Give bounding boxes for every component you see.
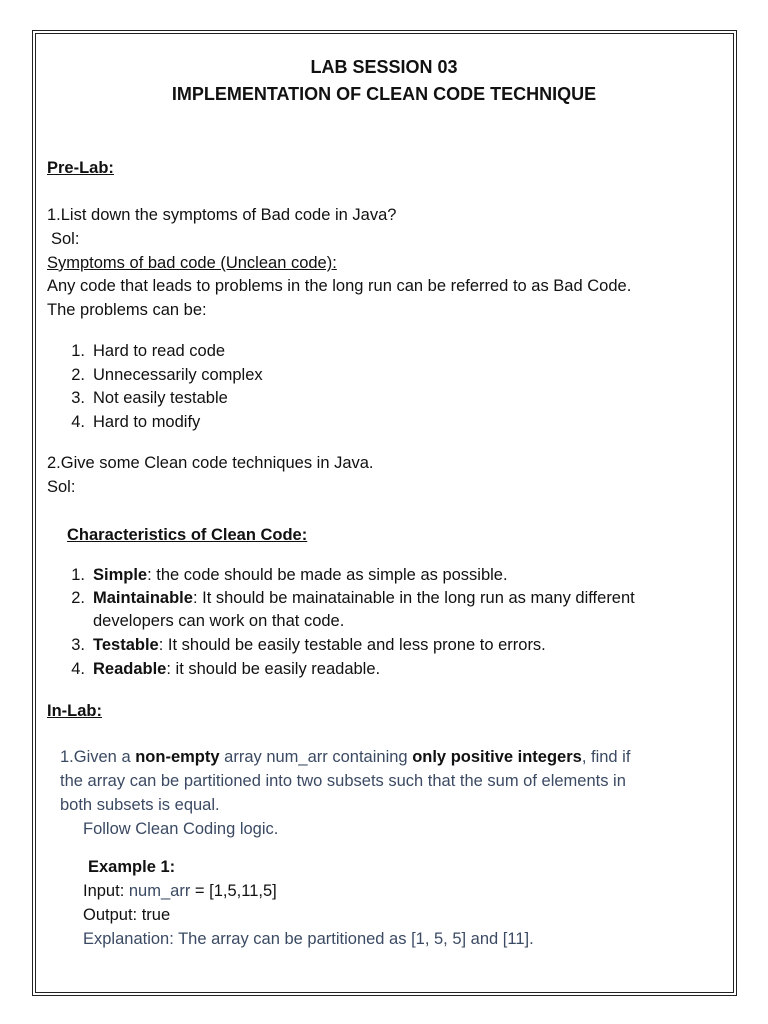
inlab-instruction: Follow Clean Coding logic. xyxy=(83,820,279,838)
symptoms-heading: Symptoms of bad code (Unclean code): xyxy=(47,254,337,272)
list-item: 4. Readable: it should be easily readable. xyxy=(71,660,381,678)
inlab-problem-line2: the array can be partitioned into two subsets such that the sum of elements in xyxy=(60,772,626,790)
solution-1-label: Sol: xyxy=(51,230,80,248)
list-item: 2. Unnecessarily complex xyxy=(71,366,263,384)
solution-2-label: Sol: xyxy=(47,478,76,496)
list-item: 2. Maintainable: It should be mainatainable in the long run as many different xyxy=(71,589,635,607)
page-title-line1: LAB SESSION 03 xyxy=(310,57,458,77)
list-item: 1. Hard to read code xyxy=(71,342,226,360)
example-explanation: Explanation: The array can be partitioned as [1, 5, 5] and [11]. xyxy=(83,930,534,948)
list-item: 3. Testable: It should be easily testable and less prone to errors. xyxy=(71,636,546,654)
page-title-line2: IMPLEMENTATION OF CLEAN CODE TECHNIQUE xyxy=(171,84,597,104)
list-item: 3. Not easily testable xyxy=(71,389,228,407)
list-item: 4. Hard to modify xyxy=(71,413,201,431)
clean-code-heading: Characteristics of Clean Code: xyxy=(67,526,308,544)
question-2: 2.Give some Clean code techniques in Java. xyxy=(47,454,374,472)
list-item: 1. Simple: the code should be made as simple as possible. xyxy=(71,566,508,584)
list-item-continuation: developers can work on that code. xyxy=(93,612,345,630)
symptoms-paragraph: Any code that leads to problems in the long run can be referred to as Bad Code. xyxy=(47,277,632,295)
inlab-problem-line3: both subsets is equal. xyxy=(60,796,220,814)
question-1: 1.List down the symptoms of Bad code in Java? xyxy=(47,206,397,224)
page-border-inner xyxy=(35,33,734,993)
inlab-heading: In-Lab: xyxy=(47,702,102,720)
prelab-heading: Pre-Lab: xyxy=(47,159,114,177)
example-input: Input: num_arr = [1,5,11,5] xyxy=(83,882,277,900)
inlab-problem-line1: 1.Given a non-empty array num_arr containing only positive integers, find if xyxy=(60,748,631,766)
example-output: Output: true xyxy=(83,906,171,924)
problems-intro: The problems can be: xyxy=(47,301,207,319)
example-heading: Example 1: xyxy=(88,858,176,876)
